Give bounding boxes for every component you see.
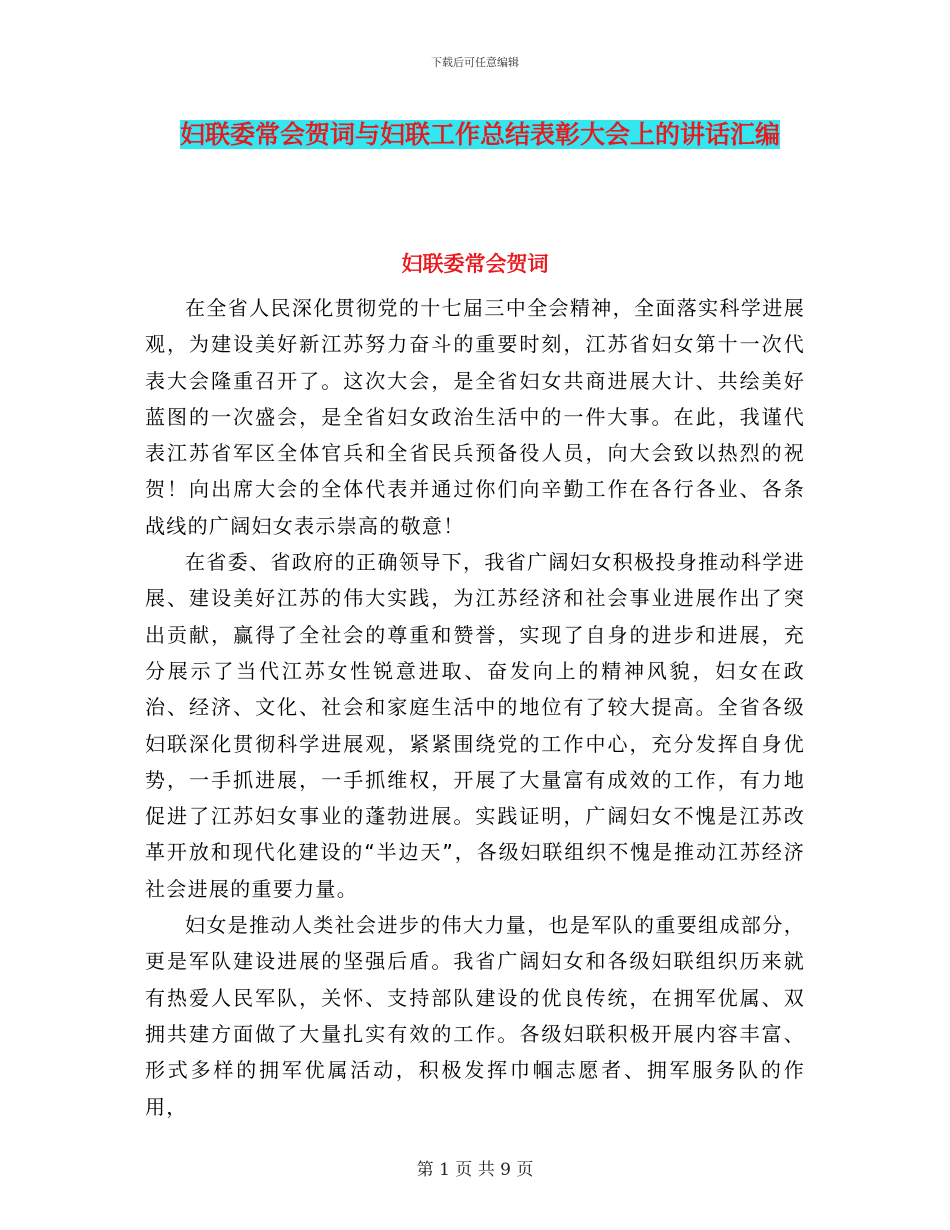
paragraph-3: 妇女是推动人类社会进步的伟大力量，也是军队的重要组成部分，更是军队建设进展的坚强后盾。我省广阔妇女和各级妇联组织历来就有热爱人民军队，关怀、支持部队建设的优良传统，在拥军优属、双拥共建方面做了大量扎实有效的工作。各级妇联积极开展内容丰富、形式多样的拥军优属活动，积极发挥巾帼志愿者、拥军服务队的作用， bbox=[145, 913, 805, 1119]
paragraph-1: 在全省人民深化贯彻党的十七届三中全会精神，全面落实科学进展观，为建设美好新江苏努力奋斗的重要时刻，江苏省妇女第十一次代表大会隆重召开了。这次大会，是全省妇女共商进展大计、共绘美好蓝图的一次盛会，是全省妇女政治生活中的一件大事。在此，我谨代表江苏省军区全体官兵和全省民兵预备役人员，向大会致以热烈的祝贺！向出席大会的全体代表并通过你们向辛勤工作在各行各业、各条战线的广阔妇女表示崇高的敬意！ bbox=[145, 296, 805, 538]
document-title-text: 妇联委常会贺词与妇联工作总结表彰大会上的讲话汇编 bbox=[179, 120, 780, 149]
section-title: 妇联委常会贺词 bbox=[401, 252, 549, 276]
header-note: 下载后可任意编辑 bbox=[431, 56, 519, 69]
document-title bbox=[150, 112, 810, 158]
document-body bbox=[145, 290, 805, 1125]
page-number-footer: 第 1 页 共 9 页 bbox=[416, 1160, 534, 1180]
paragraph-2: 在省委、省政府的正确领导下，我省广阔妇女积极投身推动科学进展、建设美好江苏的伟大实践，为江苏经济和社会事业进展作出了突出贡献，赢得了全社会的尊重和赞誉，实现了自身的进步和进展，充分展示了当代江苏女性锐意进取、奋发向上的精神风貌，妇女在政治、经济、文化、社会和家庭生活中的地位有了较大提高。全省各级妇联深化贯彻科学进展观，紧紧围绕党的工作中心，充分发挥自身优势，一手抓进展，一手抓维权，开展了大量富有成效的工作，有力地促进了江苏妇女事业的蓬勃进展。实践证明，广阔妇女不愧是江苏改革开放和现代化建设的“半边天”，各级妇联组织不愧是推动江苏经济社会进展的重要力量。 bbox=[145, 550, 805, 901]
